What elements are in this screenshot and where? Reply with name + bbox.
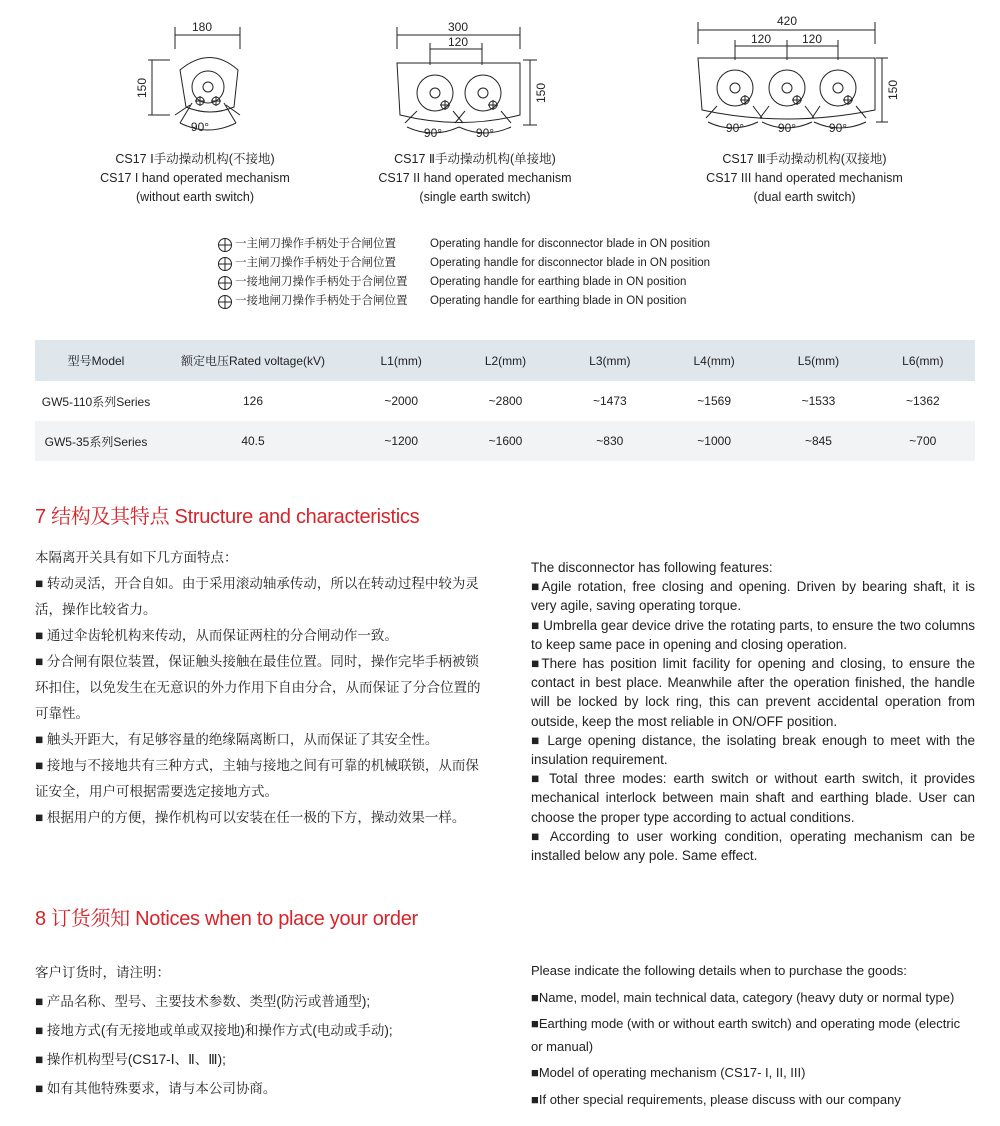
en-paragraph: ■Agile rotation, free closing and opening. Driven by bearing shaft, it is very agile, saving operating torque. — [531, 579, 975, 614]
legend-en: Operating handle for disconnector blade in ON position — [430, 238, 711, 250]
legend-cn: 一主闸刀操作手柄处于合闸位置 — [235, 257, 396, 269]
table-cell: 126 — [242, 394, 264, 408]
section-8-cn-text — [35, 958, 490, 1103]
cn-paragraph: ■ 触头开距大，有足够容量的绝缘隔离断口，从而保证了其安全性。 — [35, 732, 439, 747]
en-paragraph: ■ Total three modes: earth switch or without earth switch, it provides mechanical interlock between main shaft and earthing blade. User can choose the proper type according to actual conditions. — [531, 771, 975, 825]
table-row — [35, 381, 975, 421]
section-7-cn-text — [35, 545, 490, 831]
circle-plus-icon — [217, 294, 233, 310]
table-cell: ~845 — [766, 421, 870, 461]
legend-en: Operating handle for earthing blade in ON position — [430, 295, 687, 307]
angle-label: 90° — [475, 126, 495, 140]
cn-paragraph: ■ 接地与不接地共有三种方式，主轴与接地之间有可靠的机械联锁，从而保证安全，用户可根据需要选定接地方式。 — [35, 758, 479, 799]
table-cell: ~2000 — [384, 394, 419, 408]
legend-en: Operating handle for earthing blade in ON position — [430, 276, 687, 288]
caption-sub: (single earth switch) — [419, 190, 531, 204]
table-cell: ~1200 — [349, 421, 453, 461]
legend-en: Operating handle for disconnector blade in ON position — [430, 257, 711, 269]
table-cell: ~1569 — [697, 394, 731, 408]
section-8-en-text — [531, 958, 975, 1112]
table-cell: ~1473 — [592, 394, 627, 408]
table-cell: 40.5 — [157, 421, 349, 461]
col-header-l3: L3(mm) — [558, 340, 662, 381]
en-paragraph: ■If other special requirements, please discuss with our company — [531, 1092, 901, 1107]
dim-spacing: 120 — [447, 35, 469, 49]
table-header-row — [35, 340, 975, 381]
dim-width: 300 — [447, 20, 469, 34]
caption-en: CS17 III hand operated mechanism — [706, 171, 903, 185]
en-paragraph: ■ Umbrella gear device drive the rotating parts, to ensure the two columns to keep same pace in opening and closing operation. — [531, 617, 975, 652]
table-cell: ~1600 — [453, 421, 557, 461]
section-8-title: 8 订货须知 Notices when to place your order — [35, 908, 418, 930]
cn-paragraph: ■ 分合闸有限位装置，保证触头接触在最佳位置。同时，操作完毕手柄被锁环扣住，以免发生在无意识的外力作用下自由分合，从而保证了分合位置的可靠性。 — [35, 654, 481, 721]
dim-spacing: 120 — [801, 32, 823, 46]
col-header-l2: L2(mm) — [453, 340, 557, 381]
legend-row — [217, 273, 710, 292]
cn-paragraph: 客户订货时，请注明： — [35, 965, 170, 980]
section-7-en-text — [531, 558, 975, 865]
handle-legend — [217, 235, 710, 311]
cn-paragraph: ■ 操作机构型号(CS17-Ⅰ、Ⅱ、Ⅲ); — [35, 1052, 226, 1067]
table-cell: ~1000 — [662, 421, 766, 461]
angle-label: 90° — [777, 121, 797, 135]
table-row — [35, 421, 975, 461]
cn-paragraph: ■ 通过伞齿轮机构来传动，从而保证两柱的分合闸动作一致。 — [35, 628, 398, 643]
cn-paragraph: ■ 如有其他特殊要求，请与本公司协商。 — [35, 1081, 277, 1096]
dim-spacing: 120 — [750, 32, 772, 46]
dim-height: 150 — [135, 77, 149, 99]
cn-paragraph: ■ 产品名称、型号、主要技术参数、类型(防污或普通型); — [35, 994, 371, 1009]
en-paragraph: ■Name, model, main technical data, category (heavy duty or normal type) — [531, 990, 955, 1005]
table-cell: ~700 — [871, 421, 975, 461]
col-header-voltage: 额定电压Rated voltage(kV) — [157, 340, 349, 381]
caption-en: CS17 I hand operated mechanism — [100, 171, 290, 185]
mechanism-drawing-triple — [690, 10, 905, 138]
col-header-l1: L1(mm) — [349, 340, 453, 381]
legend-cn: 一接地闸刀操作手柄处于合闸位置 — [235, 295, 408, 307]
spec-table — [35, 340, 975, 461]
mechanism-drawing-double — [385, 15, 555, 140]
mechanism-caption-double — [345, 150, 605, 207]
circle-plus-icon — [217, 256, 233, 272]
angle-label: 90° — [828, 121, 848, 135]
table-cell: GW5-110系列Series — [41, 394, 151, 409]
en-paragraph: The disconnector has following features: — [531, 560, 773, 575]
en-paragraph: ■There has position limit facility for opening and closing, to ensure the contact in best place. Meanwhile after the operation finished, the handle will be locked by lock ring, this can prevent accidental operation from outside, keep the most reliable in ON/OFF position. — [531, 656, 975, 729]
caption-cn: CS17 Ⅱ手动操动机构(单接地) — [394, 152, 556, 166]
mechanism-caption-single — [65, 150, 325, 207]
cn-paragraph: 本隔离开关具有如下几方面特点： — [35, 550, 238, 565]
dim-width: 180 — [191, 20, 213, 34]
legend-cn: 一接地闸刀操作手柄处于合闸位置 — [235, 276, 408, 288]
caption-cn: CS17 Ⅲ手动操动机构(双接地) — [722, 152, 887, 166]
circle-plus-icon — [217, 237, 233, 253]
dim-height: 150 — [534, 82, 548, 104]
col-header-l4: L4(mm) — [662, 340, 766, 381]
col-header-l5: L5(mm) — [766, 340, 870, 381]
table-cell: GW5-35系列Series — [35, 421, 157, 461]
legend-row — [217, 235, 710, 254]
en-paragraph: ■ Large opening distance, the isolating break enough to meet with the insulation requirement. — [531, 732, 975, 768]
angle-label: 90° — [725, 121, 745, 135]
en-paragraph: ■ According to user working condition, operating mechanism can be installed below any pole. Same effect. — [531, 828, 975, 864]
circle-plus-icon — [217, 275, 233, 291]
cn-paragraph: ■ 转动灵活，开合自如。由于采用滚动轴承传动，所以在转动过程中较为灵活，操作比较省力。 — [35, 576, 479, 617]
legend-cn: 一主闸刀操作手柄处于合闸位置 — [235, 238, 396, 250]
angle-label: 90° — [190, 120, 210, 134]
table-cell: ~2800 — [488, 394, 523, 408]
cn-paragraph: ■ 根据用户的方便，操作机构可以安装在任一极的下方，操动效果一样。 — [35, 810, 466, 825]
mechanism-drawing-single — [130, 15, 260, 140]
table-cell: ~830 — [558, 421, 662, 461]
caption-cn: CS17 Ⅰ手动操动机构(不接地) — [115, 152, 275, 166]
mechanism-caption-triple — [672, 150, 937, 207]
dim-width: 420 — [776, 14, 798, 28]
en-paragraph: ■Model of operating mechanism (CS17- I, II, III) — [531, 1065, 806, 1080]
caption-sub: (without earth switch) — [135, 190, 255, 204]
en-paragraph: ■Earthing mode (with or without earth switch) and operating mode (electric or manual) — [531, 1016, 961, 1054]
caption-en: CS17 II hand operated mechanism — [378, 171, 572, 185]
col-header-model: 型号Model — [35, 340, 157, 381]
en-paragraph: Please indicate the following details when to purchase the goods: — [531, 963, 907, 978]
col-header-l6: L6(mm) — [871, 340, 975, 381]
legend-row — [217, 292, 710, 311]
caption-sub: (dual earth switch) — [753, 190, 856, 204]
table-cell: ~1362 — [905, 394, 940, 408]
cn-paragraph: ■ 接地方式(有无接地或单或双接地)和操作方式(电动或手动); — [35, 1023, 393, 1038]
section-7-title: 7 结构及其特点 Structure and characteristics — [35, 506, 420, 528]
table-cell: ~1533 — [801, 394, 836, 408]
angle-label: 90° — [423, 126, 443, 140]
legend-row — [217, 254, 710, 273]
dim-height: 150 — [886, 79, 900, 101]
